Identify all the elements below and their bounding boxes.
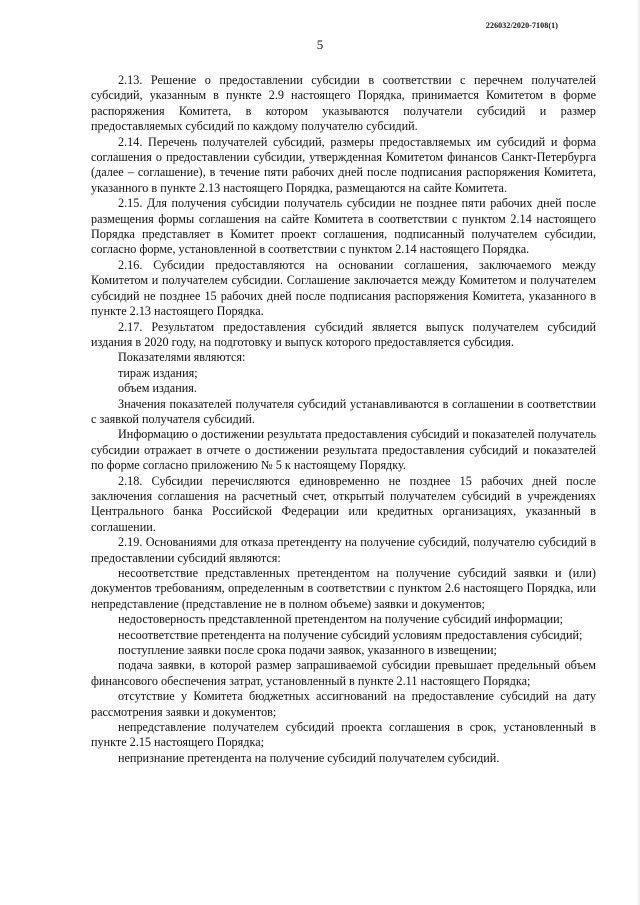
refusal-ground-item: подача заявки, в которой размер запрашиваемой субсидии превышает предельный объем финансового обеспечения затрат, установленный в пункте 2.11 настоящего Порядка; xyxy=(91,658,596,688)
page-number: 5 xyxy=(316,37,324,52)
refusal-ground-item: поступление заявки после срока подачи заявок, указанного в извещении; xyxy=(118,643,497,658)
document-registration-number: 226032/2020-7108(1) xyxy=(485,21,558,30)
paragraph-2-17: 2.17. Результатом предоставления субсидий является выпуск получателем субсидий издания в 2020 году, на подготовку и выпуск которого предоставляется субсидия. xyxy=(91,319,596,349)
document-body xyxy=(91,73,596,766)
refusal-ground-item: недостоверность представленной претендентом на получение субсидий информации; xyxy=(118,612,564,627)
paragraph-2-15: 2.15. Для получения субсидии получатель субсидии не позднее пяти рабочих дней после размещения формы соглашения на сайте Комитета в соответствии с пунктом 2.14 настоящего Порядка представляет в Комитет проект соглашения, подписанный получателем субсидии, согласно форме, установленной в соответствии с пунктом 2.14 настоящего Порядка. xyxy=(91,196,596,257)
paragraph-2-13: 2.13. Решение о предоставлении субсидии в соответствии с перечнем получателей субсидий, указанным в пункте 2.9 настоящего Порядка, принимается Комитетом в форме распоряжения Комитета, в котором указываются получатели субсидий и размер предоставляемых субсидий по каждому получателю субсидий. xyxy=(91,73,596,134)
refusal-ground-item: несоответствие претендента на получение субсидий условиям предоставления субсидий; xyxy=(118,627,583,642)
indicator-circulation: тираж издания; xyxy=(118,365,198,380)
indicator-volume: объем издания. xyxy=(118,381,197,396)
paragraph-2-14: 2.14. Перечень получателей субсидий, размеры предоставляемых им субсидий и форма соглашения о предоставлении субсидии, утвержденная Комитетом финансов Санкт-Петербурга (далее – соглашение), в течение пяти рабочих дней после подписания распоряжения Комитета, указанного в пункте 2.13 настоящего Порядка, размещаются на сайте Комитета. xyxy=(91,134,596,195)
indicators-heading: Показателями являются: xyxy=(118,350,246,365)
refusal-ground-item: отсутствие у Комитета бюджетных ассигнований на предоставление субсидий на дату рассмотрения заявки и документов; xyxy=(91,689,596,719)
paragraph-2-18: 2.18. Субсидии перечисляются единовременно не позднее 15 рабочих дней после заключения соглашения на расчетный счет, открытый получателем субсидий в учреждениях Центрального банка Российской Федерации или кредитных организациях, указанный в соглашении. xyxy=(91,473,596,534)
report-information-paragraph: Информацию о достижении результата предоставления субсидий и показателей получатель субсидии отражает в отчете о достижении результата предоставления субсидий и показателей по форме согласно приложению № 5 к настоящему Порядку. xyxy=(91,427,596,473)
paragraph-2-16: 2.16. Субсидии предоставляются на основании соглашения, заключаемого между Комитетом и получателем субсидии. Соглашение заключается между Комитетом и получателем субсидий не позднее 15 рабочих дней после подписания распоряжения Комитета, указанного в пункте 2.13 настоящего Порядка. xyxy=(91,257,596,319)
refusal-ground-item: непредставление получателем субсидий проекта соглашения в срок, установленный в пункте 2.15 настоящего Порядка; xyxy=(91,720,596,750)
indicator-values-paragraph: Значения показателей получателя субсидий устанавливаются в соглашении в соответствии с заявкой получателя субсидий. xyxy=(91,396,596,426)
refusal-ground-item: несоответствие представленных претендентом на получение субсидий заявки и (или) документов требованиям, определенным в соответствии с пунктом 2.6 настоящего Порядка, или непредставление (представление не в полном объеме) заявки и документов; xyxy=(91,566,596,611)
refusal-ground-item: непризнание претендента на получение субсидий получателем субсидий. xyxy=(118,750,500,765)
paragraph-2-19: 2.19. Основаниями для отказа претенденту на получение субсидий, получателю субсидий в предоставлении субсидий являются: xyxy=(91,535,596,565)
